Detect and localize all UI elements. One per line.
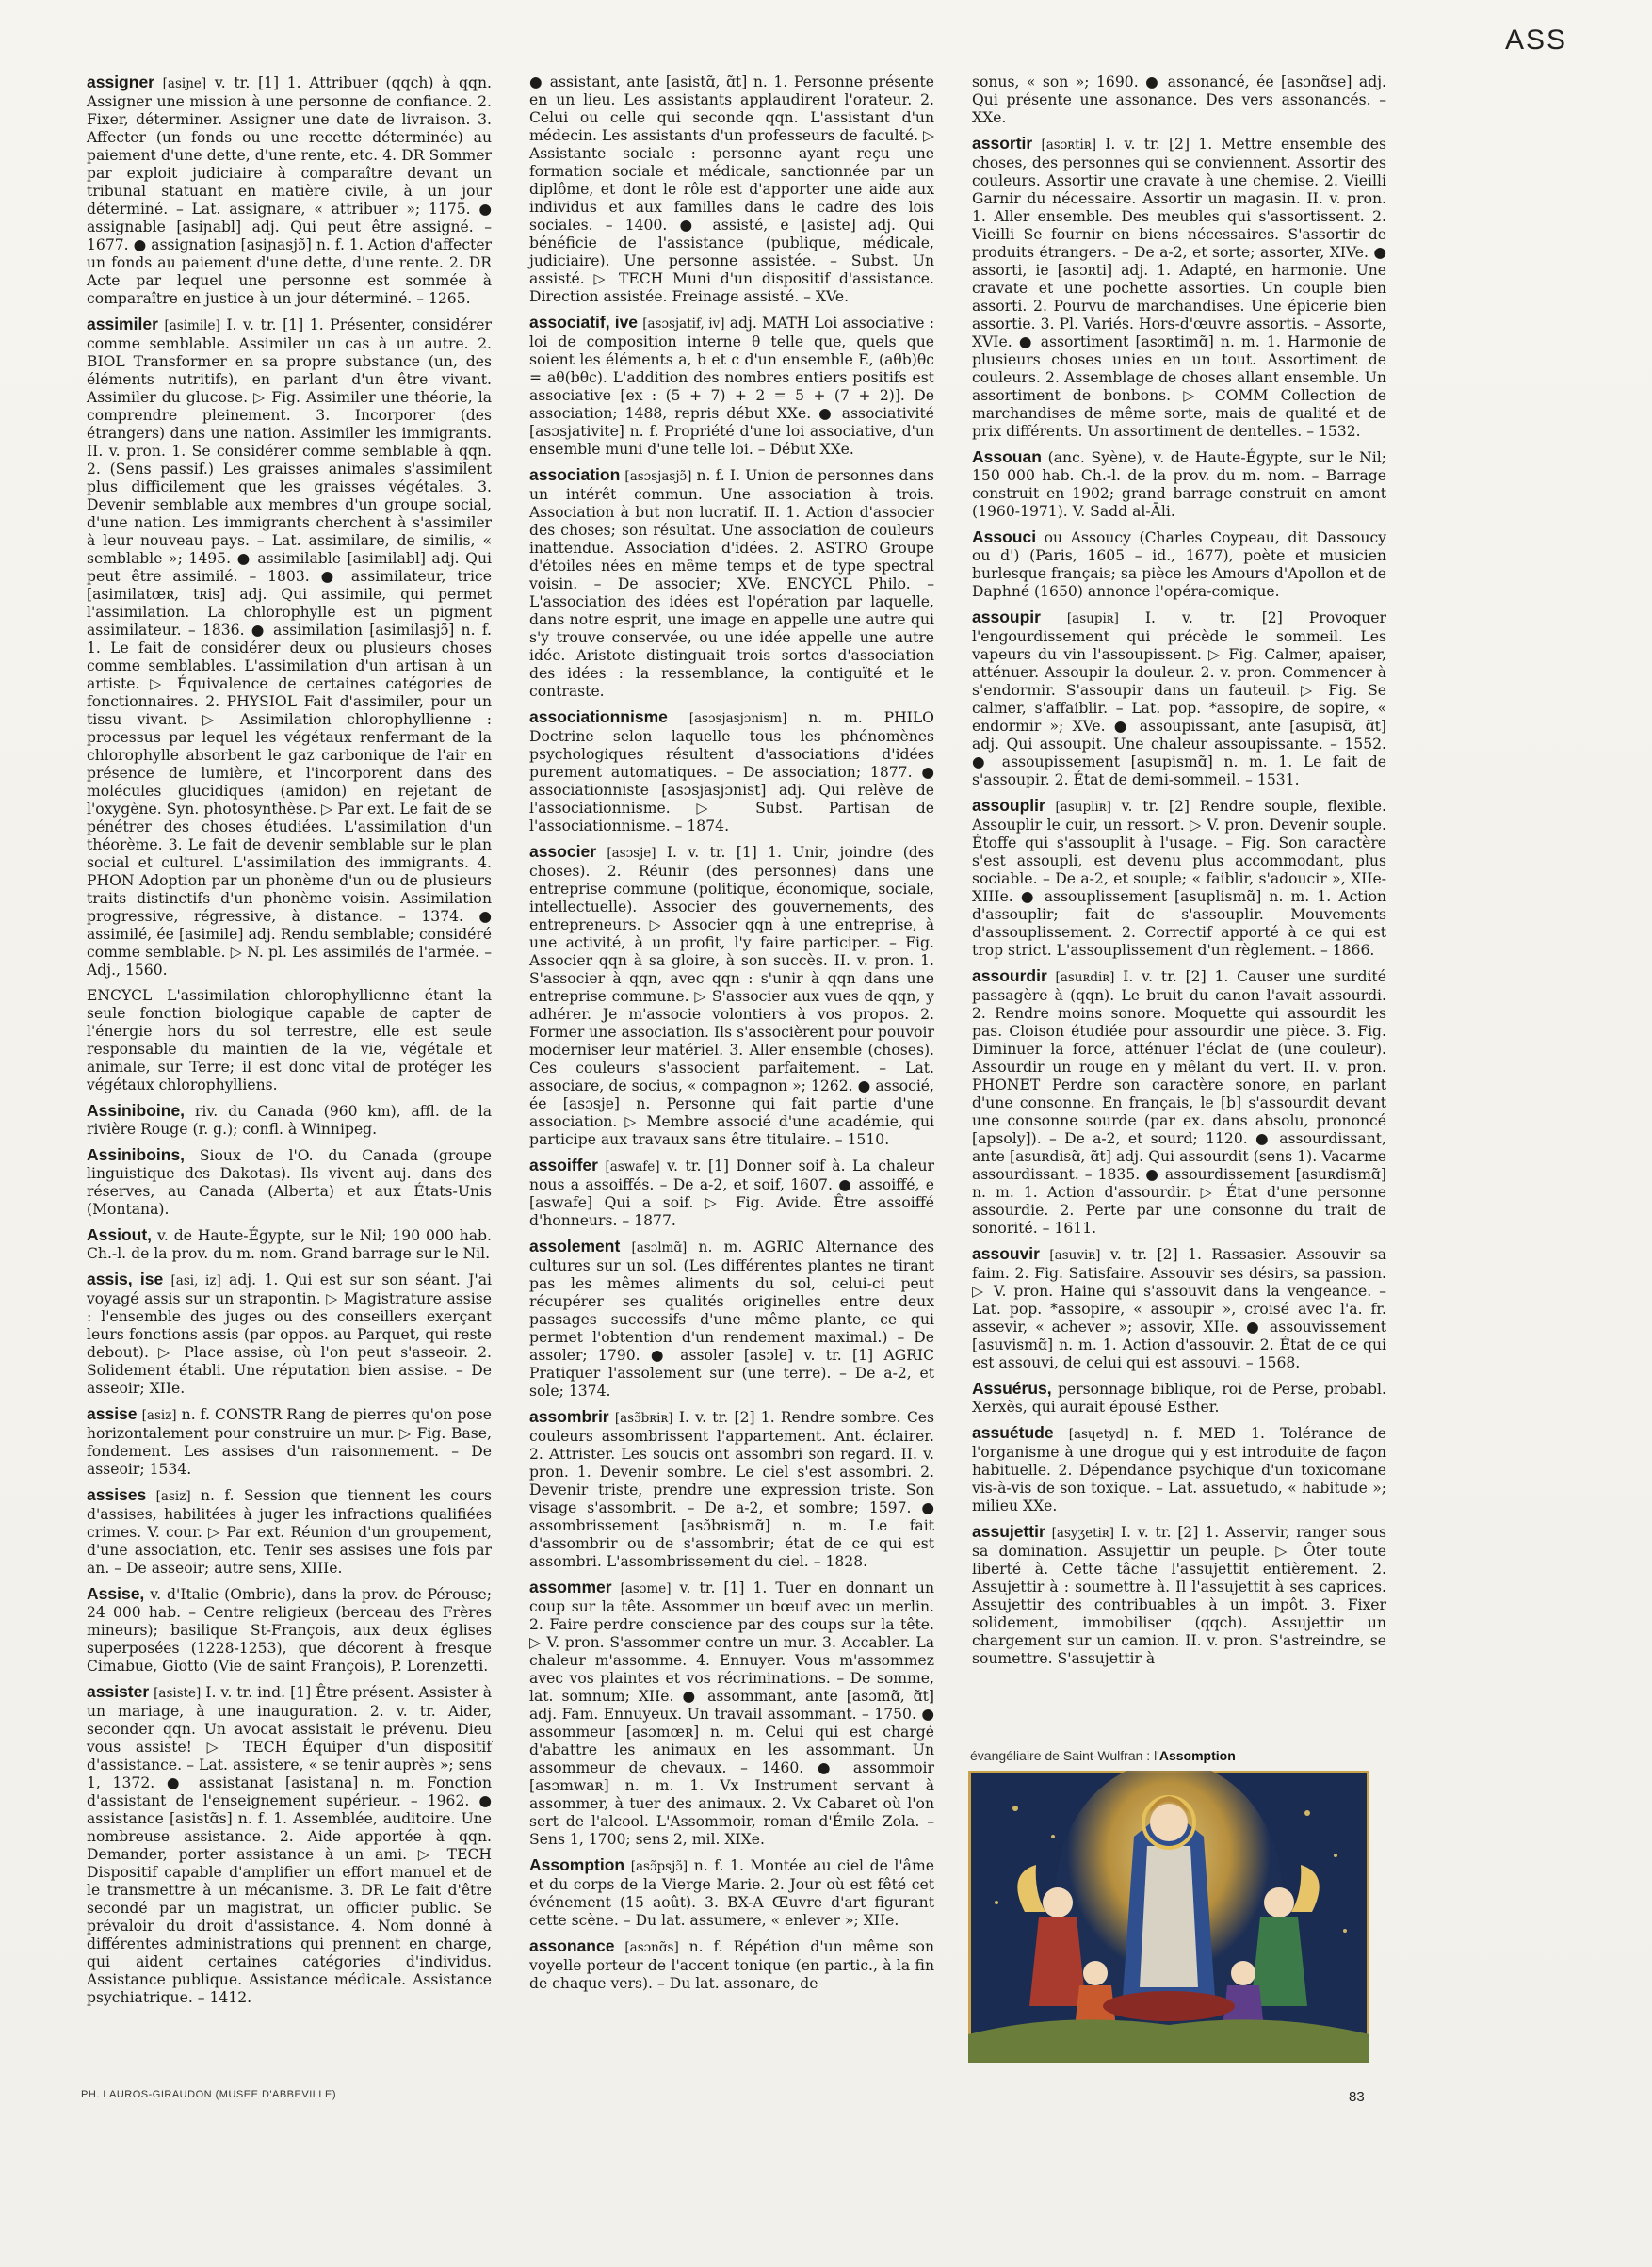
headword: assuétude — [972, 1423, 1054, 1442]
definition-text: Sioux de l'O. du Canada (groupe linguistique des Dakotas). Ils vivent auj. dans des réserves, au Canada (Alberta) et aux États-Unis (Montana). — [87, 1147, 492, 1218]
pronunciation: [asɔme] — [620, 1581, 672, 1596]
definition-text: I. v. tr. [2] 1. Mettre ensemble des choses, des personnes qui se conviennent. Assortir des couleurs. Assortir une cravate à une chemise. 2. Vieilli Garnir du nécessaire. Assortir un magasin. II. v. pron. 1. Aller ensemble. Des meubles qui s'assortissent. 2. Vieilli Se fournir en biens nécessaires. S'assortir de produits étrangers. – De a-2, et sorte; assorter, XIVe. ● assorti, ie [asɔʀti] adj. 1. Adapté, en harmonie. Une cravate et une pochette assorties. Un couple bien assorti. 2. Pourvu de marchandises. Une épicerie bien assortie. 3. Pl. Variés. Hors-d'œuvre assortis. – Assorte, XVIe. ● assortiment [asɔʀtimɑ̃] n. m. 1. Harmonie de plusieurs choses unies en un tout. Assortiment de couleurs. 2. Assemblage de choses allant ensemble. Un assortiment de bonbons. ▷ COMM Collection de marchandises de même sorte, mais de qualité et de prix différents. Un assortiment de dentelles. – 1532. — [972, 136, 1386, 440]
definition-text: v. tr. [1] Donner soif à. La chaleur nous a assoiffés. – De a-2, et soif, 1607. ● assoiffé, e [aswafe] Qui a soif. ▷ Fig. Avide. Être assoiffé d'honneurs. – 1877. — [529, 1158, 934, 1229]
pronunciation: [asɔsjatif, iv] — [642, 316, 725, 332]
pronunciation: [asimile] — [164, 318, 220, 333]
dictionary-entry — [87, 1683, 492, 2007]
definition-text: n. f. I. Union de personnes dans un intérêt commun. Une association à trois. Association à but non lucratif. II. 1. Action d'associer des choses; son résultat. Une association de couleurs inattendue. Association d'idées. 2. ASTRO Groupe d'étoiles nées en même temps et de type spectral voisin. – De associer; XVe. ENCYCL Philo. – L'association des idées est l'opération par laquelle, dans notre esprit, une image en appelle une autre qui s'y trouve conservée, ou une idée appelle une autre idée. Aristote distinguait trois sortes d'association des idées : la ressemblance, la contiguïté et le contraste. — [529, 467, 934, 700]
headword: assis, ise — [87, 1270, 164, 1288]
column-3 — [972, 73, 1386, 1676]
headword: assimiler — [87, 315, 158, 333]
headword: associatif, ive — [529, 313, 639, 332]
headword: Assise, — [87, 1584, 145, 1603]
page-number: 83 — [1349, 2089, 1365, 2105]
dictionary-entry — [87, 1585, 492, 1676]
pronunciation: [asuʀdiʀ] — [1055, 970, 1115, 985]
dictionary-entry — [972, 1245, 1386, 1372]
definition-text: (anc. Syène), v. de Haute-Égypte, sur le Nil; 150 000 hab. Ch.-l. de la prov. du m. nom. – Barrage construit en 1902; grand barrage construit en amont (1960-1971). V. Sadd al-Āli. — [972, 449, 1386, 520]
dictionary-entry — [972, 608, 1386, 789]
headword: Assouci — [972, 527, 1037, 546]
pronunciation: [asiɲe] — [162, 76, 207, 91]
pronunciation: [aswafe] — [605, 1159, 660, 1174]
definition-text: I. v. tr. [2] 1. Asservir, ranger sous sa domination. Assujettir un peuple. ▷ Ôter toute liberté à. Cette tâche l'assujettit entièrement. 2. Assujettir à : soumettre à. Il l'assujettit à ses caprices. Assujettir des contribuables à un impôt. 3. Fixer solidement, immobiliser (qqch). Assujettir un chargement sur un camion. II. v. pron. S'astreindre, se soumettre. S'assujettir à — [972, 1524, 1386, 1667]
dictionary-entry — [529, 314, 934, 459]
definition-text: ENCYCL L'assimilation chlorophyllienne étant la seule fonction biologique capable de capter de l'énergie hors du sol terrestre, elle est seule responsable du maintien de la vie, végétale et animale, sur Terre; il est donc vital de protéger les végétaux chlorophylliens. — [87, 987, 492, 1093]
pronunciation: [asɔsje] — [607, 846, 656, 861]
assumption-miniature-image — [968, 1771, 1369, 2063]
definition-text: I. v. tr. [2] 1. Rendre sombre. Ces couleurs assombrissent l'appartement. Ant. éclairer. 2. Attrister. Les soucis ont assombri son regard. II. v. pron. 1. Devenir sombre. Le ciel s'est assombri. 2. Devenir triste, prendre une expression triste. Son visage s'assombrit. – De a-2, et sombre; 1597. ● assombrissement [asɔ̃bʀismɑ̃] n. m. Le fait d'assombrir ou de s'assombrir; état de ce qui est assombri. L'assombrissement du ciel. – 1828. — [529, 1409, 934, 1570]
pronunciation: [asyʒetiʀ] — [1051, 1526, 1114, 1541]
definition-text: n. m. PHILO Doctrine selon laquelle tous les phénomènes psychologiques résultent d'associations d'idées purement automatiques. – De association; 1877. ● associationniste [asɔsjasjɔnist] adj. Qui relève de l'associationnisme. ▷ Subst. Partisan de l'associationnisme. – 1874. — [529, 709, 934, 834]
definition-text: adj. MATH Loi associative : loi de composition interne θ telle que, quels que soient les éléments a, b et c d'un ensemble E, (aθb)θc = aθ(bθc). L'addition des nombres entiers positifs est associative [ex : (5 + 7) + 2 = 5 + (7 + 2)]. De association; 1488, repris début XXe. ● associativité [asɔsjativite] n. f. Propriété d'une loi associative, d'un ensemble muni d'une telle loi. – Début XXe. — [529, 315, 934, 458]
definition-text: adj. 1. Qui est sur son séant. J'ai voyagé assis sur un strapontin. ▷ Magistrature assise : l'ensemble des juges ou des conseillers exerçant leurs fonctions assis (par oppos. au Parquet, qui reste debout). ▷ Place assise, où l'on peut s'asseoir. 2. Solidement établi. Une réputation bien assise. – De asseoir; XIIe. — [87, 1271, 492, 1397]
column-1 — [87, 73, 492, 2015]
definition-text: I. v. tr. ind. [1] Être présent. Assister à un mariage, à une inauguration. 2. v. tr. Aider, seconder qqn. Un avocat assistait le prévenu. Dieu vous assiste! ▷ TECH Équiper d'un dispositif d'assistance. – Lat. assistere, « se tenir auprès »; sens 1, 1372. ● assistanat [asistana] n. m. Fonction d'assistant de l'enseignement supérieur. – 1962. ● assistance [asistɑ̃s] n. f. 1. Assemblée, auditoire. Une nombreuse assistance. 2. Aide apportée à qqn. Demander, porter assistance à un ami. ▷ TECH Dispositif capable d'amplifier un effort manuel et de le transmettre à un mécanisme. 3. DR Le fait d'être secondé par un magistrat, un officier public. Se prévaloir du droit d'assistance. 4. Nom donné à différentes administrations qui prennent en charge, qui aident certaines catégories d'individus. Assistance publique. Assistance médicale. Assistance psychiatrique. – 1412. — [87, 1684, 492, 2006]
column-2 — [529, 73, 934, 2000]
dictionary-entry — [529, 466, 934, 701]
section-header: ASS — [1504, 24, 1567, 56]
dictionary-entry — [87, 1486, 492, 1578]
photo-credit: PH. LAUROS-GIRAUDON (MUSEE D'ABBEVILLE) — [81, 2089, 336, 2100]
headword: assises — [87, 1485, 147, 1504]
assumption-illustration — [968, 1771, 1369, 2063]
headword: assister — [87, 1682, 150, 1701]
definition-text: n. f. Répétion d'un même son voyelle porteur de l'accent tonique (en partic., à la fin de chaque vers). – Du lat. assonare, de — [529, 1938, 934, 1992]
dictionary-entry — [529, 1856, 934, 1930]
definition-text: I. v. tr. [1] 1. Présenter, considérer comme semblable. Assimiler un cas à un autre. 2. BIOL Transformer en sa propre substance (un, des éléments nutritifs), en parlant d'un être vivant. Assimiler du glucose. ▷ Fig. Assimiler une théorie, la comprendre pleinement. 3. Incorporer (des étrangers) dans une nation. Assimiler les immigrants. II. v. pron. 1. Se considérer comme semblable à qqn. 2. (Sens passif.) Les graisses animales s'assimilent plus difficilement que les graisses végétales. 3. Devenir semblable aux membres d'un groupe social, d'une nation. Les immigrants cherchent à s'assimiler à leur nouveau pays. – Lat. assimilare, de similis, « semblable »; 1495. ● assimilable [asimilabl] adj. Qui peut être assimilé. – 1803. ● assimilateur, trice [asimilatœʀ, tʀis] adj. Qui assimile, qui permet l'assimilation. La chlorophylle est un pigment assimilateur. – 1836. ● assimilation [asimilasjɔ̃] n. f. 1. Le fait de considérer deux ou plusieurs choses comme semblables. L'assimilation d'un artisan à un artiste. ▷ Équivalence de certaines catégories de fonctionnaires. 2. PHYSIOL Fait d'assimiler, pour un tissu vivant. ▷ Assimilation chlorophyllienne : processus par lequel les végétaux renfermant de la chlorophylle absorbent le gaz carbonique de l'air en présence de lumière, et l'incorporent dans des molécules glucidiques (amidon) en rejetant de l'oxygène. Syn. photosynthèse. ▷ Par ext. Le fait de se pénétrer des choses étudiées. L'assimilation d'un théorème. 3. Le fait de devenir semblable sur le plan social et culturel. L'assimilation des immigrants. 4. PHON Adoption par un phonème d'un ou de plusieurs traits distinctifs d'un phonème voisin. Assimilation progressive, régressive, à distance. – 1374. ● assimilé, ée [asimile] adj. Rendu semblable; considéré comme semblable. ▷ N. pl. Les assimilés de l'armée. – Adj., 1560. — [87, 316, 492, 979]
pronunciation: [asuviʀ] — [1049, 1248, 1101, 1263]
pronunciation: [asɔ̃psjɔ̃] — [630, 1859, 688, 1874]
definition-text: v. de Haute-Égypte, sur le Nil; 190 000 hab. Ch.-l. de la prov. du m. nom. Grand barrage sur le Nil. — [87, 1227, 492, 1262]
headword: Assiniboins, — [87, 1145, 186, 1164]
dictionary-entry — [529, 843, 934, 1149]
pronunciation: [asɔsjasjɔ̃] — [624, 469, 692, 484]
headword: association — [529, 465, 621, 484]
headword: assise — [87, 1404, 138, 1423]
headword: associationnisme — [529, 707, 668, 726]
dictionary-entry — [87, 73, 492, 308]
dictionary-entry — [972, 135, 1386, 441]
pronunciation: [asiz] — [141, 1408, 177, 1423]
dictionary-entry — [972, 73, 1386, 127]
headword: assortir — [972, 134, 1033, 153]
dictionary-entry — [87, 1102, 492, 1139]
pronunciation: [asɔlmɑ̃] — [631, 1240, 688, 1255]
definition-text: ou Assoucy (Charles Coypeau, dit Dassoucy ou d') (Paris, 1605 – id., 1677), poète et musicien burlesque français; sa pièce les Amours d'Apollon et de Daphné (1650) annonce l'opéra-comique. — [972, 529, 1386, 600]
definition-text: v. tr. [2] 1. Rassasier. Assouvir sa faim. 2. Fig. Satisfaire. Assouvir ses désirs, sa passion. ▷ V. pron. Haine qui s'assouvit dans la vengeance. – Lat. pop. *assopire, « assoupir », croisé avec l'a. fr. assevir, « achever »; assovir, XIIe. ● assouvissement [asuvismɑ̃] n. m. 1. Action d'assouvir. 2. État de ce qui est assouvi, de celui qui est assouvi. – 1568. — [972, 1246, 1386, 1371]
dictionary-entry — [87, 1226, 492, 1263]
definition-text: v. tr. [1] 1. Attribuer (qqch) à qqn. Assigner une mission à une personne de confiance. 2. Fixer, déterminer. Assigner une date de livraison. 3. Affecter (un fonds ou une recette déterminée) au paiement d'une dette, d'une rente, etc. 4. DR Sommer par exploit judiciaire à comparaître devant un tribunal statuant en matière civile, à un jour déterminé. – Lat. assignare, « attribuer »; 1175. ● assignable [asiɲabl] adj. Qui peut être assigné. – 1677. ● assignation [asiɲasjɔ̃] n. f. 1. Action d'affecter un fonds au paiement d'une dette, d'une rente. 2. DR Acte par lequel une personne est sommée à comparaître en justice à un jour déterminé. – 1265. — [87, 74, 492, 307]
pronunciation: [asiste] — [154, 1686, 202, 1701]
headword: Assiout, — [87, 1225, 153, 1244]
headword: assouvir — [972, 1244, 1040, 1263]
pronunciation: [asupliʀ] — [1055, 800, 1111, 815]
headword: associer — [529, 842, 597, 861]
pronunciation: [asɥetyd] — [1068, 1427, 1129, 1442]
headword: assonance — [529, 1936, 615, 1955]
pronunciation: [asi, iz] — [170, 1273, 221, 1288]
dictionary-entry — [87, 987, 492, 1094]
definition-text: n. f. CONSTR Rang de pierres qu'on pose horizontalement pour construire un mur. ▷ Fig. Base, fondement. Les assises d'un raisonnement. – De asseoir; 1534. — [87, 1406, 492, 1478]
headword: assouplir — [972, 796, 1045, 815]
definition-text: v. tr. [2] Rendre souple, flexible. Assouplir le cuir, un ressort. ▷ V. pron. Devenir souple. Étoffe qui s'assouplit à l'usage. – Fig. Son caractère s'est assoupli, est devenu plus accommodant, plus sociable. – De a-2, et souple; « faiblir, s'adoucir », XIIe-XIIIe. ● assouplissement [asuplismɑ̃] n. m. 1. Action d'assouplir; fait de s'assouplir. Mouvements d'assouplissement. 2. Correctif apporté à ce qui est trop strict. L'assouplissement d'un règlement. – 1866. — [972, 798, 1386, 959]
headword: Assomption — [529, 1855, 625, 1874]
dictionary-entry — [529, 1408, 934, 1571]
definition-text: I. v. tr. [2] 1. Causer une surdité passagère à (qqn). Le bruit du canon l'avait assourdi. 2. Rendre moins sonore. Moquette qui assourdit les pas. Cloison étudiée pour assourdir une pièce. 3. Fig. Diminuer la force, atténuer l'éclat de (une couleur). Assourdir un rouge en y mêlant du vert. II. v. pron. PHONET Perdre son caractère sonore, en parlant d'une consonne. En français, le [b] s'assourdit devant une consonne sourde (par ex. dans absolu, prononcé [apsoly]). – De a-2, et sourd; 1120. ● assourdissant, ante [asuʀdisɑ̃, ɑ̃t] adj. Qui assourdit (sens 1). Vacarme assourdissant. – 1835. ● assourdissement [asuʀdismɑ̃] n. m. 1. Action d'assourdir. ▷ État d'une personne assourdie. 2. Perte par une consonne du trait de sonorité. – 1611. — [972, 968, 1386, 1237]
headword: assoupir — [972, 607, 1041, 626]
dictionary-entry — [529, 73, 934, 306]
caption-title: Assomption — [1158, 1748, 1236, 1763]
dictionary-entry — [972, 528, 1386, 601]
dictionary-entry — [972, 1424, 1386, 1515]
dictionary-entry — [529, 1937, 934, 1993]
definition-text: n. f. 1. Montée au ciel de l'âme et du corps de la Vierge Marie. 2. Jour où est fêté cet événement (15 août). 3. BX-A Œuvre d'art figurant cette scène. – Du lat. assumere, « enlever »; XIIe. — [529, 1857, 934, 1929]
pronunciation: [asɔnɑ̃s] — [624, 1940, 679, 1955]
headword: assujettir — [972, 1522, 1045, 1541]
definition-text: n. f. Session que tiennent les cours d'assises, habilitées à juger les infractions qualifiées crimes. V. cour. ▷ Par ext. Réunion d'un groupement, d'une association, etc. Tenir ses assises une fois par an. – De asseoir; autre sens, XIIIe. — [87, 1487, 492, 1577]
dictionary-entry — [87, 1271, 492, 1398]
headword: Assiniboine, — [87, 1101, 186, 1120]
dictionary-entry — [972, 448, 1386, 521]
dictionary-entry — [529, 1157, 934, 1230]
headword: assombrir — [529, 1407, 609, 1426]
definition-text: sonus, « son »; 1690. ● assonancé, ée [asɔnɑ̃se] adj. Qui présente une assonance. Des vers assonancés. – XXe. — [972, 73, 1386, 126]
dictionary-entry — [972, 1523, 1386, 1668]
pronunciation: [asupiʀ] — [1066, 611, 1119, 626]
headword: assolement — [529, 1237, 621, 1255]
headword: assigner — [87, 73, 154, 91]
headword: assourdir — [972, 966, 1047, 985]
definition-text: v. d'Italie (Ombrie), dans la prov. de Pérouse; 24 000 hab. – Centre religieux (berceau des Frères mineurs); basilique St-François, aux deux églises superposées (1228-1253), que décorent à fresque Cimabue, Giotto (Vie de saint François), P. Lorenzetti. — [87, 1586, 492, 1675]
headword: Assouan — [972, 447, 1042, 466]
pronunciation: [asɔʀtiʀ] — [1041, 138, 1096, 153]
pronunciation: [asiz] — [155, 1489, 191, 1504]
headword: assoiffer — [529, 1156, 598, 1174]
dictionary-entry — [87, 1146, 492, 1219]
definition-text: I. v. tr. [2] Provoquer l'engourdissement qui précède le sommeil. Les vapeurs du vin l'assoupissent. ▷ Fig. Calmer, apaiser, atténuer. Assoupir la douleur. 2. v. pron. Commencer à s'endormir. S'assoupir dans un fauteuil. ▷ Fig. Se calmer, s'affaiblir. – Lat. pop. *assopire, de sopire, « endormir »; XVe. ● assoupissant, ante [asupisɑ̃, ɑ̃t] adj. Qui assoupit. Une chaleur assoupissante. – 1552. ● assoupissement [asupismɑ̃] n. m. 1. Le fait de s'assoupir. 2. État de demi-sommeil. – 1531. — [972, 609, 1386, 788]
definition-text: v. tr. [1] 1. Tuer en donnant un coup sur la tête. Assommer un bœuf avec un merlin. 2. Faire perdre conscience par des coups sur la tête. ▷ V. pron. S'assommer contre un mur. 3. Accabler. La chaleur m'assomme. 4. Ennuyer. Vous m'assommez avec vos plaintes et vos récriminations. – De somme, lat. somnum; XIIe. ● assommant, ante [asɔmɑ̃, ɑ̃t] adj. Fam. Ennuyeux. Un travail assommant. – 1750. ● assommeur [asɔmœʀ] n. m. Celui qui est chargé d'abattre les animaux en les assommant. Un assommeur de chevaux. – 1460. ● assommoir [asɔmwaʀ] n. m. 1. Vx Instrument servant à assommer, à tuer des animaux. 2. Vx Cabaret où l'on sert de l'alcool. L'Assommoir, roman d'Émile Zola. – Sens 1, 1700; sens 2, mil. XIXe. — [529, 1579, 935, 1848]
dictionary-entry — [529, 1238, 934, 1401]
figure-caption — [970, 1748, 1375, 1763]
definition-text: ● assistant, ante [asistɑ̃, ɑ̃t] n. 1. Personne présente en un lieu. Les assistants applaudirent l'orateur. 2. Celui ou celle qui seconde qqn. L'assistant d'un médecin. Les assistants d'un professeurs de faculté. ▷ Assistante sociale : personne ayant reçu une formation sociale et médicale, sanctionnée par un diplôme, et dont le rôle est d'apporter une aide aux individus et aux familles dans le cadre des lois sociales. – 1400. ● assisté, e [asiste] adj. Qui bénéficie de l'assistance (publique, médicale, judiciaire). Une personne assistée. – Subst. Un assisté. ▷ TECH Muni d'un dispositif d'assistance. Direction assistée. Freinage assisté. – XVe. — [529, 73, 934, 305]
headword: assommer — [529, 1578, 612, 1596]
dictionary-entry — [972, 797, 1386, 960]
dictionary-entry — [87, 316, 492, 980]
definition-text: n. m. AGRIC Alternance des cultures sur un sol. (Les différentes plantes ne tirant pas les mêmes aliments du sol, celui-ci peut récupérer ses qualités originelles entre deux passages successifs d'une même plante, ce qui permet l'obtention d'un rendement maximal.) – De assoler; 1790. ● assoler [asɔle] v. tr. [1] AGRIC Pratiquer l'assolement sur (une terre). – De a-2, et sole; 1374. — [529, 1239, 934, 1400]
dictionary-entry — [529, 708, 934, 835]
definition-text: n. f. MED 1. Tolérance de l'organisme à une drogue qui y est introduite de façon habituelle. 2. Dépendance psychique d'un toxicomane vis-à-vis de son toxique. – Lat. assuetudo, « habitude »; milieu XXe. — [972, 1425, 1386, 1514]
definition-text: personnage biblique, roi de Perse, probabl. Xerxès, qui aurait épousé Esther. — [972, 1381, 1386, 1416]
dictionary-entry — [87, 1405, 492, 1479]
dictionary-entry — [972, 1380, 1386, 1417]
pronunciation: [asɔ̃bʀiʀ] — [614, 1411, 673, 1426]
definition-text: riv. du Canada (960 km), affl. de la rivière Rouge (r. g.); confl. à Winnipeg. — [87, 1103, 492, 1138]
definition-text: I. v. tr. [1] 1. Unir, joindre (des choses). 2. Réunir (des personnes) dans une entreprise commune (politique, économique, sociale, intellectuelle). Associer des gouvernements, des entrepreneurs. ▷ Associer qqn à une entreprise, à une activité, à un profit, l'y faire participer. – Fig. Associer qqn à sa gloire, à son succès. II. v. pron. 1. S'associer à qqn, avec qqn : s'unir à qqn dans une entreprise commune. ▷ S'associer aux vues de qqn, y adhérer. Je m'associe volontiers à vos propos. 2. Former une association. Ils s'associèrent pour pouvoir moderniser leur matériel. 3. Aller ensemble (choses). Ces couleurs s'associent parfaitement. – Lat. associare, de socius, « compagnon »; 1262. ● associé, ée [asɔsje] n. Personne qui fait partie d'une association. ▷ Membre associé d'une académie, qui participe aux travaux sans être titulaire. – 1510. — [529, 844, 934, 1148]
headword: Assuérus, — [972, 1379, 1052, 1398]
dictionary-entry — [972, 967, 1386, 1238]
pronunciation: [asɔsjasjɔnism] — [688, 711, 787, 726]
dictionary-entry — [529, 1579, 934, 1849]
caption-prefix: évangéliaire de Saint-Wulfran : l' — [970, 1748, 1159, 1763]
